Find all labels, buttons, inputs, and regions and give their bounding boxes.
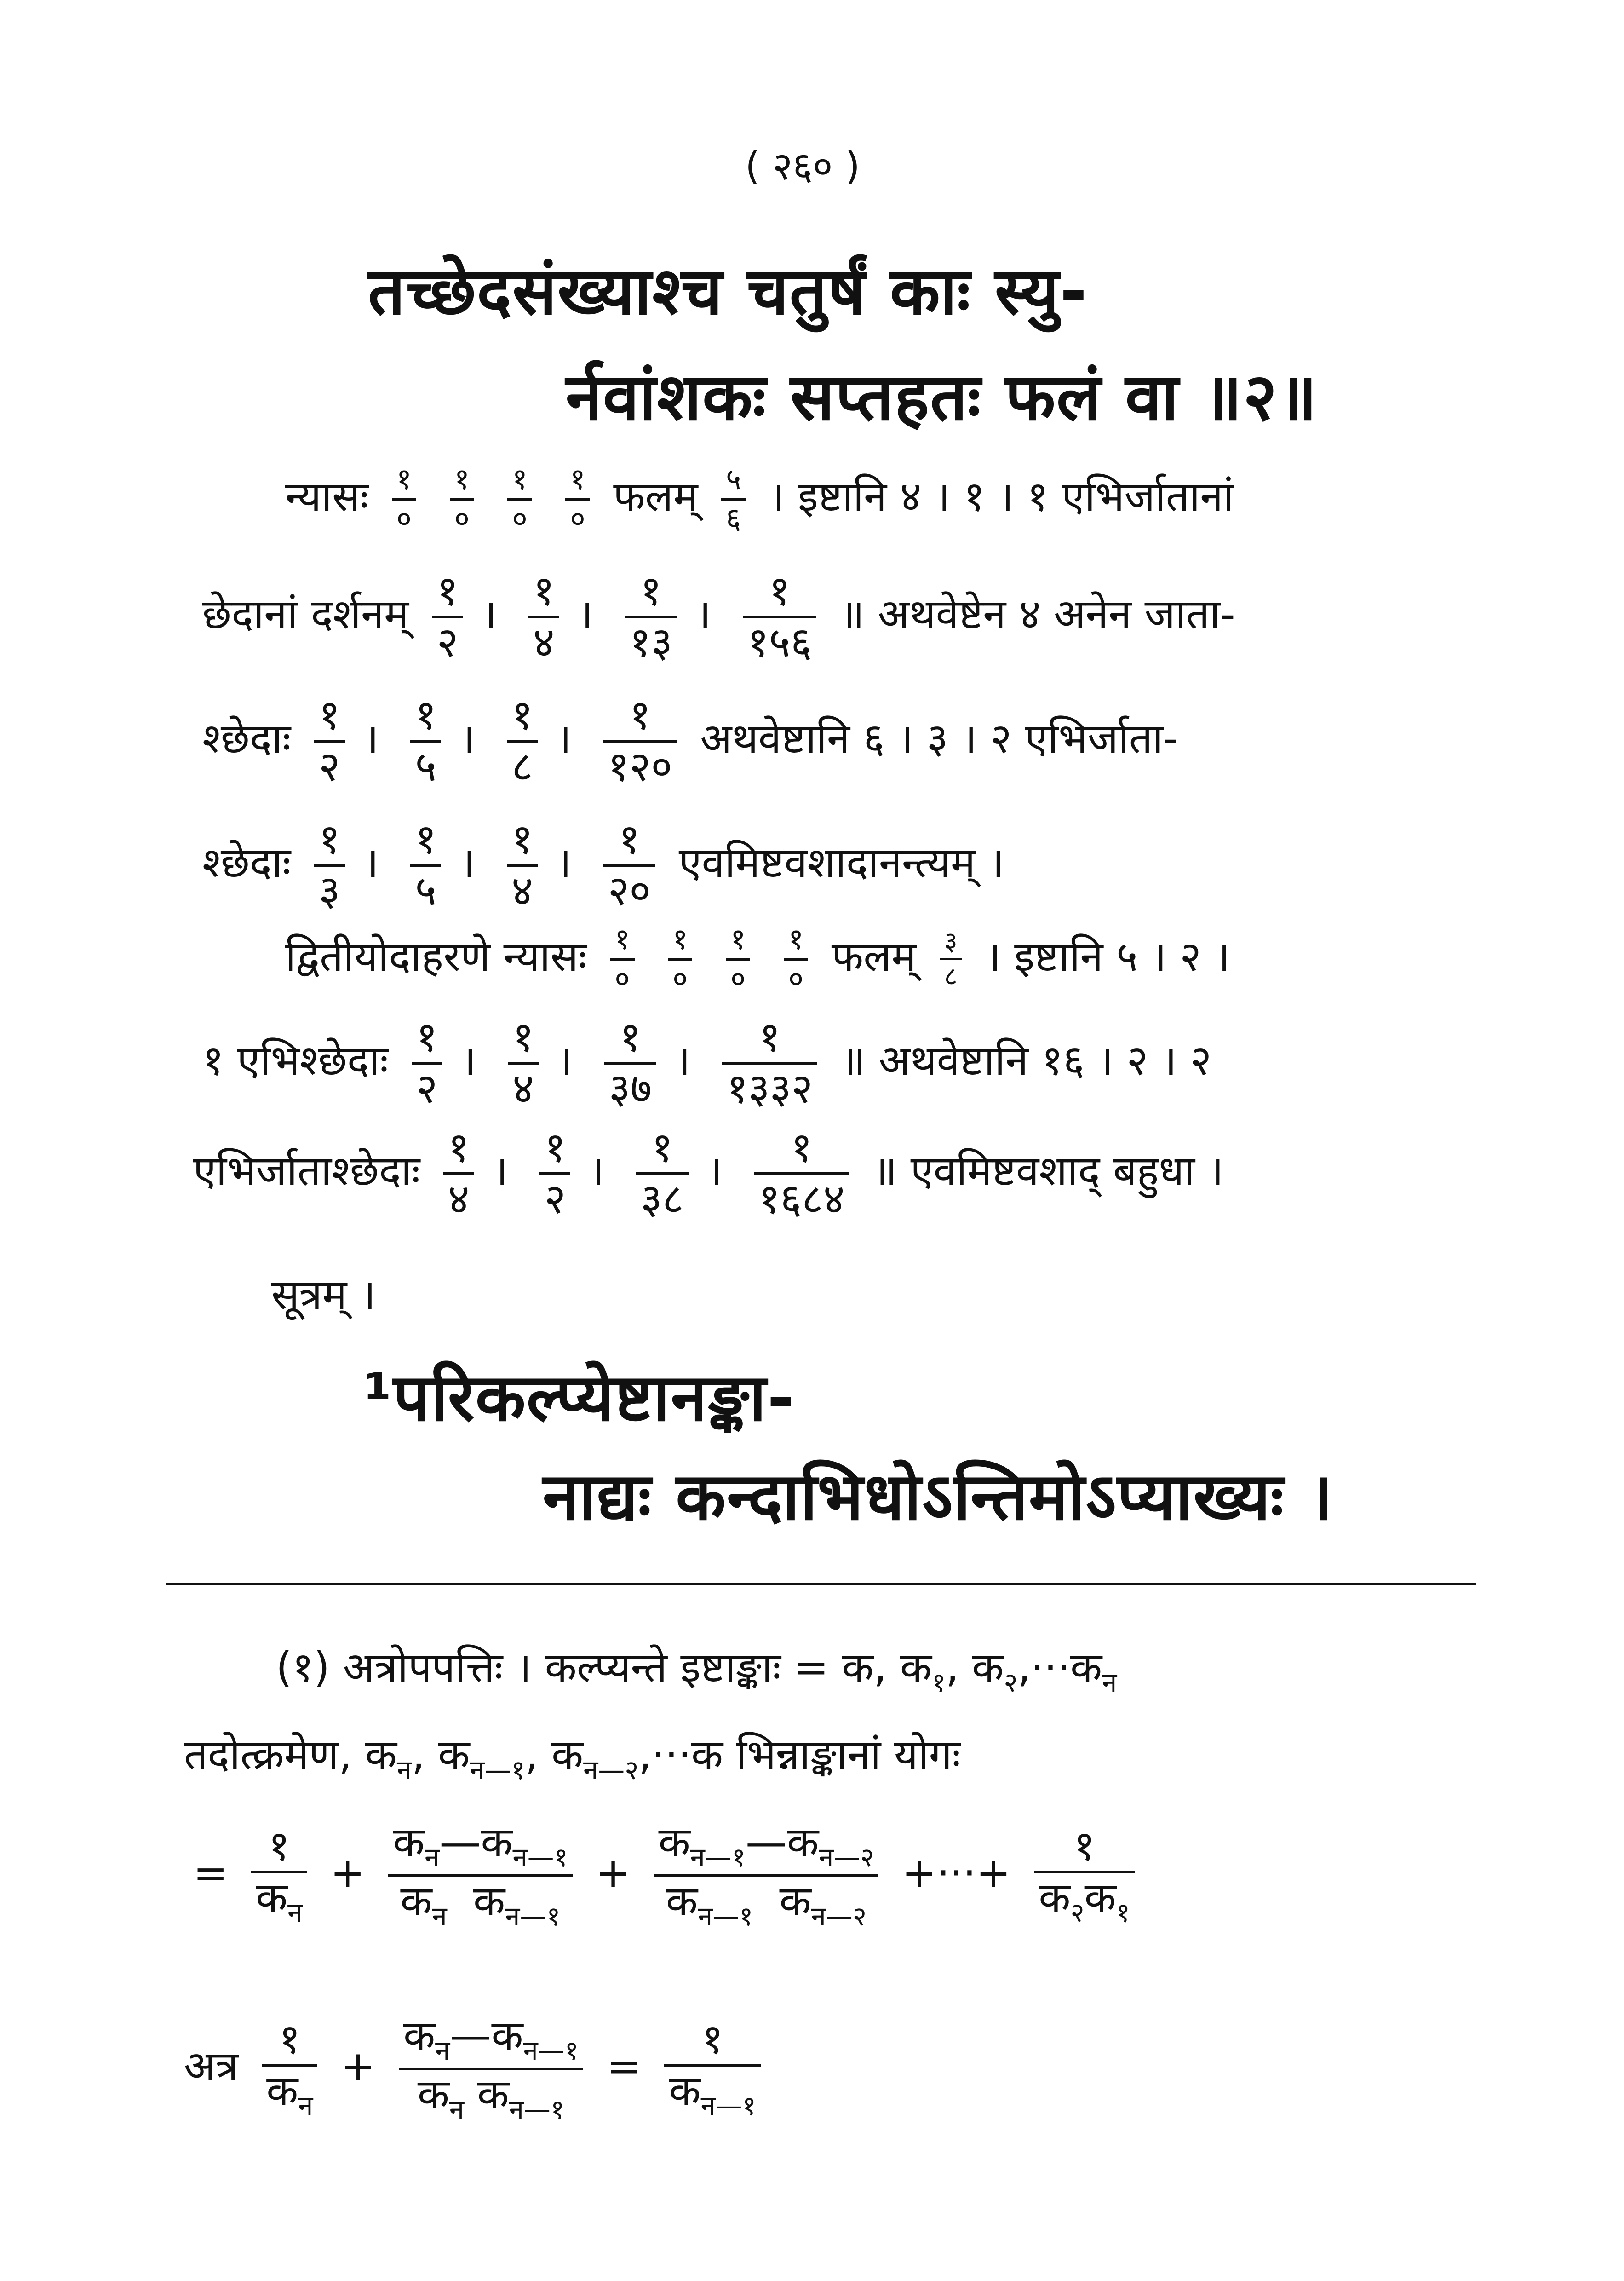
sutra-line-2: नाद्यः कन्दाभिधोऽन्तिमोऽप्याख्यः । xyxy=(543,1459,1334,1535)
footnote-separator xyxy=(166,1583,1476,1585)
result-fraction: $\frac{५}{६}$ xyxy=(721,465,746,534)
fraction: $\frac{१}{२}$ xyxy=(539,1127,570,1220)
fraction: $\frac{१}{०}$ xyxy=(668,925,692,994)
fraction: $\frac{१}{४}$ xyxy=(508,1017,539,1110)
fraction: $\frac{१}{०}$ xyxy=(392,465,416,534)
fraction: $\frac{१}{२}$ xyxy=(432,570,463,663)
text-segment: एभिर्जाताश्छेदाः xyxy=(193,1146,420,1195)
fraction: $\frac{क_{न—१}—क_{न—२}}{क_{न—१} क_{न—२}}$ xyxy=(654,1822,878,1930)
text-segment: । इष्टानि ५ । २ । xyxy=(985,932,1230,981)
equation-2: अत्र $\frac{१}{क_न}$ + $\frac{क_न—क_{न—१}}{क_न क_{न—१}}$ = $\frac{१}{क_{न—१}}$ xyxy=(184,2015,771,2123)
fraction: $\frac{१}{१२०}$ xyxy=(603,695,677,788)
fraction: $\frac{१}{क_न}$ xyxy=(262,2019,317,2119)
fraction: $\frac{१}{१६८४}$ xyxy=(754,1127,849,1220)
fraction: $\frac{१}{४}$ xyxy=(528,570,559,663)
fraction: $\frac{१}{२}$ xyxy=(412,1017,442,1110)
text-line-1 xyxy=(285,462,1234,536)
fraction: $\frac{१}{क_न}$ xyxy=(251,1826,307,1926)
fraction: $\frac{१}{१३}$ xyxy=(625,570,677,663)
sutra-label: सूत्रम् । xyxy=(271,1271,376,1319)
text-line-6: १ एभिश्छेदाः $\frac{१}{२}$ । $\frac{१}{४}$ । $\frac{१}{३७}$ । $\frac{१}{१३३२}$ ॥ अथवेष्टानि १६ । २ । २ xyxy=(202,1013,1212,1113)
fraction: $\frac{१}{१५६}$ xyxy=(743,570,816,663)
page-number: ( २६० ) xyxy=(745,144,860,189)
text-segment: अथवेष्टानि ६ । ३ । २ एभिर्जाता- xyxy=(700,714,1178,763)
fraction: $\frac{१}{३}$ xyxy=(314,819,345,912)
fraction: $\frac{क_न—क_{न—१}}{क_न क_{न—१}}$ xyxy=(399,2015,583,2123)
fraction: $\frac{१}{०}$ xyxy=(507,465,532,534)
fraction: $\frac{१}{०}$ xyxy=(450,465,474,534)
text-segment: एवमिष्टवशादानन्त्यम् । xyxy=(678,838,1004,887)
text-line-5 xyxy=(285,922,1230,996)
text-segment: ॥ अथवेष्टेन ४ अनेन जाता- xyxy=(839,590,1235,639)
fraction: $\frac{१}{३७}$ xyxy=(604,1017,657,1110)
text-segment: ॥ एवमिष्टवशाद् बहुधा । xyxy=(872,1146,1224,1195)
text-segment: श्छेदाः xyxy=(202,714,291,763)
fraction: $\frac{क_न—क_{न—१}}{क_न क_{न—१}}$ xyxy=(388,1822,573,1930)
phalam-label: फलम् xyxy=(613,472,698,521)
fraction: $\frac{१}{४}$ xyxy=(507,819,538,912)
phalam-label: फलम् xyxy=(831,932,917,981)
text-segment: छेदानां दर्शनम् xyxy=(202,590,409,639)
verse-line-2: र्नवांशकः सप्तहतः फलं वा ॥२॥ xyxy=(566,359,1318,435)
fraction: $\frac{१}{०}$ xyxy=(784,925,808,994)
fraction: $\frac{१}{२०}$ xyxy=(603,819,656,912)
text-line-2: छेदानां दर्शनम् $\frac{१}{२}$ । $\frac{१}{४}$ । $\frac{१}{१३}$ । $\frac{१}{१५६}$ ॥ अथवेष्टेन ४ अनेन जाता- xyxy=(202,567,1235,667)
fraction: $\frac{१}{०}$ xyxy=(610,925,634,994)
fraction: $\frac{१}{३८}$ xyxy=(636,1127,689,1220)
text-segment: श्छेदाः xyxy=(202,838,291,887)
text-line-3: श्छेदाः $\frac{१}{२}$ । $\frac{१}{५}$ । $\frac{१}{८}$ । $\frac{१}{१२०}$ अथवेष्टानि ६ । ३ । २ एभिर्जाता- xyxy=(202,691,1178,791)
fraction: $\frac{१}{८}$ xyxy=(507,695,538,788)
text-segment: ॥ अथवेष्टानि १६ । २ । २ xyxy=(840,1036,1212,1085)
text-segment: । इष्टानि ४ । १ । १ एभिर्जातानां xyxy=(769,472,1234,521)
footnote-line-1: (१) अत्रोपपत्तिः । कल्प्यन्ते इष्टाङ्काः = क, क$_१$, क$_२$,···क$_न$ xyxy=(276,1643,1117,1698)
text-segment: द्वितीयोदाहरणे न्यासः xyxy=(285,932,587,981)
text-line-4: श्छेदाः $\frac{१}{३}$ । $\frac{१}{५}$ । $\frac{१}{४}$ । $\frac{१}{२०}$ एवमिष्टवशादानन्त्यम् । xyxy=(202,815,1004,915)
text-line-7: एभिर्जाताश्छेदाः $\frac{१}{४}$ । $\frac{१}{२}$ । $\frac{१}{३८}$ । $\frac{१}{१६८४}$ ॥ एवमिष्टवशाद् बहुधा । xyxy=(193,1123,1224,1223)
fraction: $\frac{१}{क_२क_१}$ xyxy=(1034,1826,1135,1926)
sutra-line-1: ¹परिकल्प्येष्टानङ्का- xyxy=(363,1360,795,1436)
footnote-line-2: तदोत्क्रमेण, क$_न$, क$_{न—१}$, क$_{न—२}$,···क भिन्नाङ्कानां योगः xyxy=(184,1731,961,1786)
fraction: $\frac{१}{१३३२}$ xyxy=(722,1017,817,1110)
fraction: $\frac{१}{०}$ xyxy=(726,925,750,994)
fraction: $\frac{१}{४}$ xyxy=(443,1127,474,1220)
equation-1: = $\frac{१}{क_न}$ + $\frac{क_न—क_{न—१}}{क_न क_{न—१}}$ + $\frac{क_{न—१}—क_{न—२}}{क_{न—१} क_{न—२}}$ +···+ $\frac{१}{क_२क_१}$ xyxy=(193,1822,1145,1930)
verse-line-1: तच्छेदसंख्याश्च चतुर्षं काः स्यु- xyxy=(368,253,1088,329)
fraction: $\frac{१}{५}$ xyxy=(410,819,441,912)
fraction: $\frac{१}{क_{न—१}}$ xyxy=(664,2019,760,2119)
fraction: $\frac{१}{२}$ xyxy=(314,695,345,788)
result-fraction: $\frac{३}{८}$ xyxy=(940,929,962,990)
nyasa-label: न्यासः xyxy=(285,472,369,521)
fraction: $\frac{१}{०}$ xyxy=(565,465,590,534)
text-segment: १ एभिश्छेदाः xyxy=(202,1036,388,1085)
fraction: $\frac{१}{५}$ xyxy=(410,695,441,788)
